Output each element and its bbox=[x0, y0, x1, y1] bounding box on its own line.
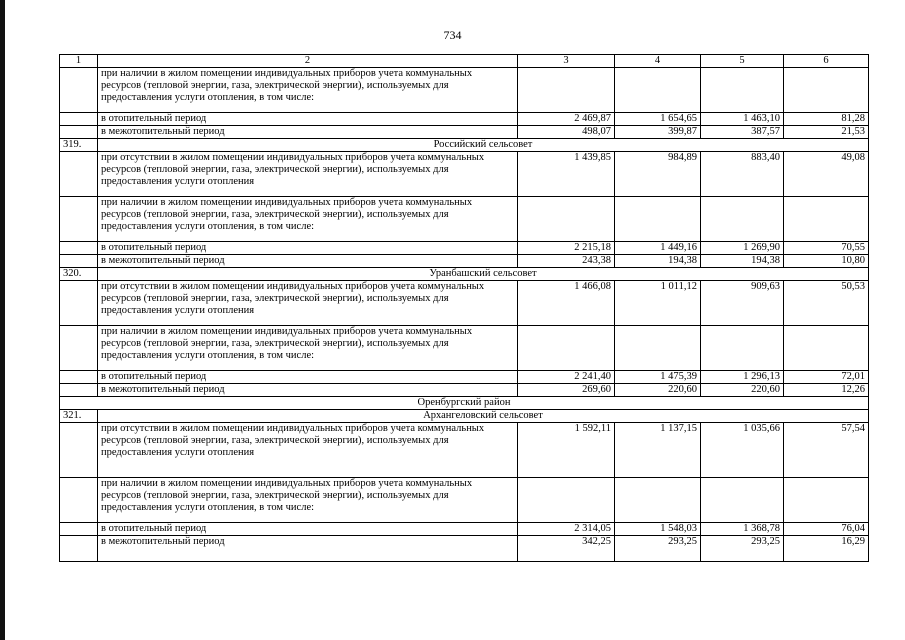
row-number: 319. bbox=[60, 139, 98, 152]
table-row bbox=[60, 523, 869, 536]
value-cell bbox=[701, 478, 784, 523]
value-cell: 70,55 bbox=[784, 242, 869, 255]
value-cell: 498,07 bbox=[518, 126, 615, 139]
value-cell: 243,38 bbox=[518, 255, 615, 268]
settlement-name: Уранбашский сельсовет bbox=[98, 268, 869, 281]
row-number bbox=[60, 384, 98, 397]
row-description: в отопительный период bbox=[98, 523, 518, 536]
value-cell bbox=[701, 68, 784, 113]
row-description: в межотопительный период bbox=[98, 126, 518, 139]
row-description: при отсутствии в жилом помещении индивидуальных приборов учета коммунальных ресурсов (тепловой энергии, газа, электрической энергии), используемых для предоставления услуги отопления bbox=[98, 423, 518, 478]
header-cell: 1 bbox=[60, 55, 98, 68]
value-cell: 220,60 bbox=[615, 384, 701, 397]
row-number bbox=[60, 326, 98, 371]
row-description: при отсутствии в жилом помещении индивидуальных приборов учета коммунальных ресурсов (тепловой энергии, газа, электрической энергии), используемых для предоставления услуги отопления bbox=[98, 152, 518, 197]
table-row bbox=[60, 371, 869, 384]
header-cell: 3 bbox=[518, 55, 615, 68]
value-cell: 1 269,90 bbox=[701, 242, 784, 255]
value-cell: 342,25 bbox=[518, 536, 615, 562]
row-number bbox=[60, 255, 98, 268]
row-description: в отопительный период bbox=[98, 371, 518, 384]
value-cell bbox=[518, 326, 615, 371]
section-row bbox=[60, 139, 869, 152]
value-cell: 1 475,39 bbox=[615, 371, 701, 384]
table-row bbox=[60, 536, 869, 562]
value-cell: 10,80 bbox=[784, 255, 869, 268]
row-number bbox=[60, 126, 98, 139]
row-description: в межотопительный период bbox=[98, 536, 518, 562]
table-row bbox=[60, 68, 869, 113]
value-cell bbox=[784, 478, 869, 523]
value-cell: 76,04 bbox=[784, 523, 869, 536]
row-description: при наличии в жилом помещении индивидуальных приборов учета коммунальных ресурсов (тепловой энергии, газа, электрической энергии), используемых для предоставления услуги отопления, в том числе: bbox=[98, 478, 518, 523]
table-row bbox=[60, 281, 869, 326]
row-number bbox=[60, 242, 98, 255]
section-row bbox=[60, 268, 869, 281]
binding-edge bbox=[0, 0, 5, 640]
value-cell: 1 592,11 bbox=[518, 423, 615, 478]
value-cell bbox=[615, 478, 701, 523]
value-cell: 293,25 bbox=[701, 536, 784, 562]
value-cell: 21,53 bbox=[784, 126, 869, 139]
table-row bbox=[60, 197, 869, 242]
value-cell: 16,29 bbox=[784, 536, 869, 562]
value-cell: 49,08 bbox=[784, 152, 869, 197]
row-description: в межотопительный период bbox=[98, 255, 518, 268]
value-cell: 399,87 bbox=[615, 126, 701, 139]
row-number bbox=[60, 68, 98, 113]
value-cell: 220,60 bbox=[701, 384, 784, 397]
value-cell: 1 368,78 bbox=[701, 523, 784, 536]
value-cell: 1 137,15 bbox=[615, 423, 701, 478]
table-row bbox=[60, 152, 869, 197]
value-cell: 883,40 bbox=[701, 152, 784, 197]
value-cell: 2 314,05 bbox=[518, 523, 615, 536]
row-number bbox=[60, 423, 98, 478]
value-cell bbox=[615, 326, 701, 371]
row-description: при наличии в жилом помещении индивидуальных приборов учета коммунальных ресурсов (тепловой энергии, газа, электрической энергии), используемых для предоставления услуги отопления, в том числе: bbox=[98, 326, 518, 371]
row-number bbox=[60, 478, 98, 523]
header-cell: 2 bbox=[98, 55, 518, 68]
value-cell: 387,57 bbox=[701, 126, 784, 139]
row-number: 321. bbox=[60, 410, 98, 423]
value-cell: 81,28 bbox=[784, 113, 869, 126]
value-cell: 1 035,66 bbox=[701, 423, 784, 478]
value-cell: 909,63 bbox=[701, 281, 784, 326]
district-name: Оренбургский район bbox=[60, 397, 869, 410]
value-cell bbox=[615, 197, 701, 242]
row-description: в отопительный период bbox=[98, 113, 518, 126]
district-row bbox=[60, 397, 869, 410]
table-row bbox=[60, 384, 869, 397]
table-row bbox=[60, 326, 869, 371]
value-cell: 2 241,40 bbox=[518, 371, 615, 384]
value-cell bbox=[701, 326, 784, 371]
row-description: в межотопительный период bbox=[98, 384, 518, 397]
value-cell: 194,38 bbox=[701, 255, 784, 268]
value-cell: 1 449,16 bbox=[615, 242, 701, 255]
settlement-name: Российский сельсовет bbox=[98, 139, 869, 152]
row-number bbox=[60, 536, 98, 562]
table-row bbox=[60, 255, 869, 268]
value-cell: 269,60 bbox=[518, 384, 615, 397]
row-description: при наличии в жилом помещении индивидуальных приборов учета коммунальных ресурсов (тепловой энергии, газа, электрической энергии), используемых для предоставления услуги отопления, в том числе: bbox=[98, 197, 518, 242]
table-row bbox=[60, 242, 869, 255]
value-cell: 293,25 bbox=[615, 536, 701, 562]
section-row bbox=[60, 410, 869, 423]
header-cell: 6 bbox=[784, 55, 869, 68]
value-cell bbox=[518, 478, 615, 523]
value-cell: 12,26 bbox=[784, 384, 869, 397]
row-number bbox=[60, 523, 98, 536]
value-cell: 2 215,18 bbox=[518, 242, 615, 255]
value-cell: 194,38 bbox=[615, 255, 701, 268]
value-cell bbox=[784, 197, 869, 242]
value-cell: 2 469,87 bbox=[518, 113, 615, 126]
value-cell bbox=[615, 68, 701, 113]
value-cell: 1 654,65 bbox=[615, 113, 701, 126]
value-cell: 1 439,85 bbox=[518, 152, 615, 197]
header-row bbox=[60, 55, 869, 68]
value-cell: 50,53 bbox=[784, 281, 869, 326]
row-description: при наличии в жилом помещении индивидуальных приборов учета коммунальных ресурсов (тепловой энергии, газа, электрической энергии), используемых для предоставления услуги отопления, в том числе: bbox=[98, 68, 518, 113]
row-number bbox=[60, 281, 98, 326]
row-number: 320. bbox=[60, 268, 98, 281]
value-cell: 72,01 bbox=[784, 371, 869, 384]
value-cell: 1 463,10 bbox=[701, 113, 784, 126]
header-cell: 4 bbox=[615, 55, 701, 68]
value-cell bbox=[784, 68, 869, 113]
value-cell: 1 011,12 bbox=[615, 281, 701, 326]
row-description: в отопительный период bbox=[98, 242, 518, 255]
value-cell bbox=[784, 326, 869, 371]
table-row bbox=[60, 478, 869, 523]
row-number bbox=[60, 152, 98, 197]
table-row bbox=[60, 423, 869, 478]
value-cell: 984,89 bbox=[615, 152, 701, 197]
value-cell bbox=[701, 197, 784, 242]
table-row bbox=[60, 113, 869, 126]
page-number: 734 bbox=[443, 28, 462, 42]
value-cell: 1 296,13 bbox=[701, 371, 784, 384]
row-number bbox=[60, 113, 98, 126]
settlement-name: Архангеловский сельсовет bbox=[98, 410, 869, 423]
value-cell: 1 466,08 bbox=[518, 281, 615, 326]
table-row bbox=[60, 126, 869, 139]
header-cell: 5 bbox=[701, 55, 784, 68]
tariff-table bbox=[59, 54, 869, 562]
value-cell bbox=[518, 197, 615, 242]
row-description: при отсутствии в жилом помещении индивидуальных приборов учета коммунальных ресурсов (тепловой энергии, газа, электрической энергии), используемых для предоставления услуги отопления bbox=[98, 281, 518, 326]
value-cell: 57,54 bbox=[784, 423, 869, 478]
row-number bbox=[60, 371, 98, 384]
value-cell: 1 548,03 bbox=[615, 523, 701, 536]
value-cell bbox=[518, 68, 615, 113]
row-number bbox=[60, 197, 98, 242]
